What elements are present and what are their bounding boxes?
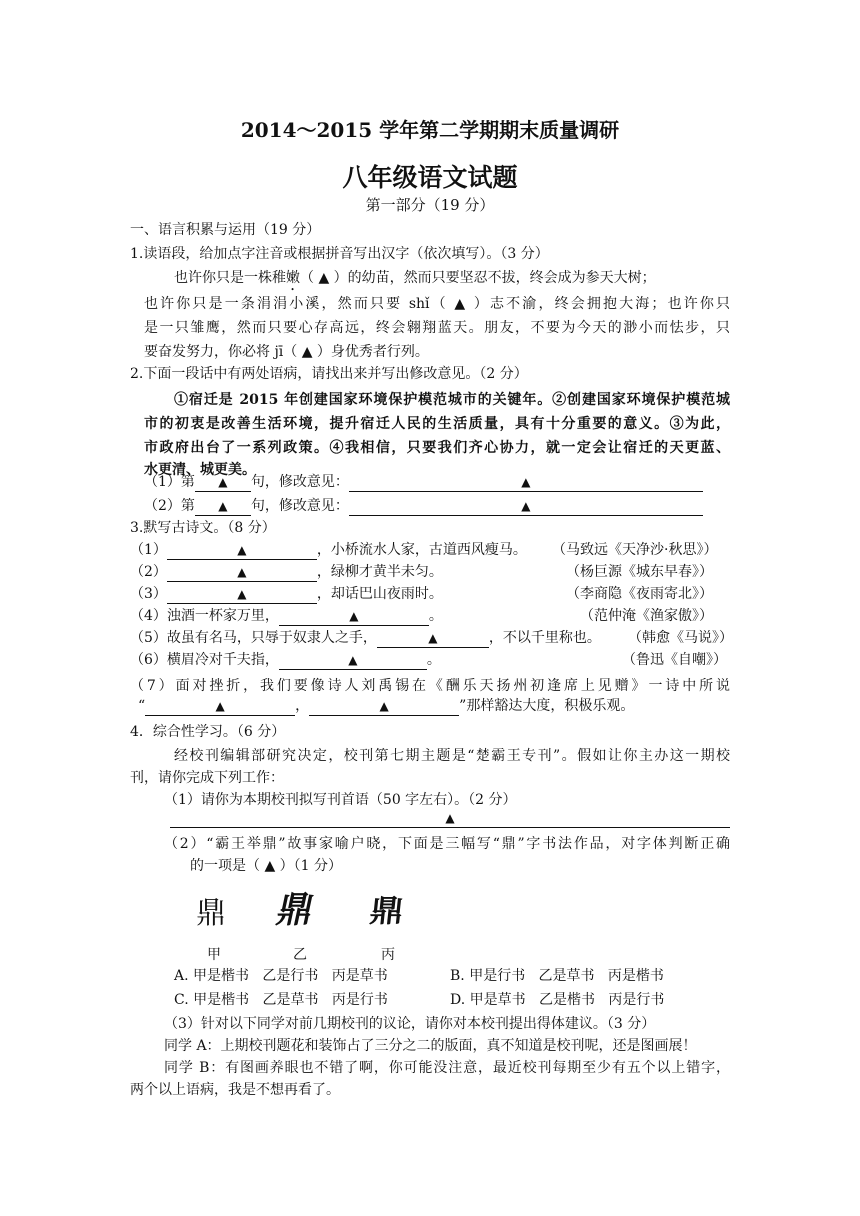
section-heading: 一、语言积累与运用（19 分） [130,222,321,238]
q2-a2-opinion-blank[interactable]: ▲ [349,498,703,516]
q1-line-3: 是一只雏鹰，然而只要心存高远，终会翱翔蓝天。朋友，不要为今天的渺小而怯步，只 [144,320,730,336]
q1-text-a: 也许你只是一株稚 [174,270,286,286]
q2-answer-2 [144,496,703,516]
q3-blank[interactable]: ▲ [167,542,317,560]
q3-blank[interactable]: ▲ [377,630,489,648]
q3-item-text: 。 [426,652,441,668]
open-quote: “ [138,698,146,714]
q3-item-7-line-1: （7）面对挫折，我们要像诗人刘禹锡在《酬乐天扬州初逢席上见赠》一诗中所说 [130,678,730,694]
q4-sub-3: （3）针对以下同学对前几期校刊的议论，请你对本校刊提出得体建议。（3 分） [164,1016,656,1032]
q4-stem: 4．综合性学习。（6 分） [130,724,286,740]
option-b: B. 甲是行书 乙是草书 丙是楷书 [450,968,664,984]
q3-item-5 [130,628,601,648]
q3-source-2: （杨巨源《城东早春》） [566,564,713,580]
q4-sub-2-line-1: （2）“霸王举鼎”故事家喻户晓，下面是三幅写“鼎”字书法作品，对字体判断正确 [164,836,730,852]
q3-item-label: （4）浊酒一杯家万里， [130,608,279,624]
q3-item-label: （6）横眉冷对千夫指， [130,652,279,668]
q4-sub-1: （1）请你为本期校刊拟写刊首语（50 字左右）。（2 分） [164,792,517,808]
q3-blank[interactable]: ▲ [279,608,429,626]
caption-bing: 丙 [381,947,395,963]
q1-line-4: 要奋发努力，你必将 jī（ ▲ ）身优秀者行列。 [144,344,429,360]
q3-blank[interactable]: ▲ [167,586,317,604]
q2-a1-sentence-blank[interactable]: ▲ [195,474,251,492]
part-title: 第一部分（19 分） [365,196,495,214]
q1-stem: 1.读语段，给加点字注音或根据拼音写出汉字（依次填写）。（3 分） [130,246,549,262]
q2-answer-1 [144,472,703,492]
q1-line-2: 也许你只是一条涓涓小溪，然而只要 shǐ（ ▲ ）志不渝，终会拥抱大海；也许你只 [144,296,730,312]
q3-item-label: （1） [130,542,167,558]
option-c: C. 甲是楷书 乙是草书 丙是行书 [174,992,388,1008]
student-b-comment-2: 两个以上语病，我是不想再看了。 [130,1082,340,1098]
q3-source-4: （范仲淹《渔家傲》） [580,608,713,624]
calligraphy-bing: 鼎 [367,893,406,930]
q3-blank[interactable]: ▲ [167,564,317,582]
q2-line-3: 市政府出台了一系列政策。④我相信，只要我们齐心协力，就一定会让宿迁的天更蓝、 [144,440,730,456]
q3-blank[interactable]: ▲ [279,652,427,670]
q4-para-1: 经校刊编辑部研究决定，校刊第七期主题是“楚霸王专刊”。假如让你主办这一期校 [174,748,730,764]
q3-item-1 [130,540,527,560]
q3-item-7-line-2 [138,696,634,716]
option-d: D. 甲是草书 乙是楷书 丙是行书 [450,992,665,1008]
option-a: A. 甲是楷书 乙是行书 丙是草书 [174,968,388,984]
exam-title: 2014～2015 学年第二学期期末质量调研 [240,118,620,142]
q4-answer-blank[interactable]: ▲ [170,810,730,828]
q3-item-label: （5）故虽有名马，只辱于奴隶人之手， [130,630,377,646]
student-b-comment-1: 同学 B：有图画养眼也不错了啊，你可能没注意，最近校刊每期至少有五个以上错字， [164,1060,730,1076]
q4-para-2: 刊，请你完成下列工作： [130,770,284,786]
calligraphy-jia: 鼎 [196,896,226,931]
q4-sub-2-line-2: 的一项是（ ▲ ）（1 分） [190,858,343,874]
q3-item-label: （3） [130,586,167,602]
q1-text-b: （ ▲ ）的幼苗，然而只要坚忍不拔，终会成为参天大树； [300,270,656,286]
q1-dotted-char: 嫩 [286,270,300,286]
q3-item-3 [130,584,443,604]
q3-item-text: ，绿柳才黄半未匀。 [316,564,443,580]
calligraphy-yi: 鼎 [273,890,318,931]
exam-subtitle: 八年级语文试题 [342,163,518,192]
q2-a2-prefix: （2）第 [144,498,195,514]
q3-source-6: （鲁迅《自嘲》） [622,652,727,668]
q2-a2-sentence-blank[interactable]: ▲ [195,498,251,516]
q3-item-text: 。 [428,608,443,624]
q3-blank[interactable]: ▲ [309,698,459,716]
q4-sub-1-answer [170,808,730,828]
q2-a1-opinion-blank[interactable]: ▲ [349,474,703,492]
caption-yi: 乙 [293,947,307,963]
q3-item-6 [130,650,441,670]
student-a-comment: 同学 A：上期校刊题花和装饰占了三分之二的版面，真不知道是校刊呢，还是图画展！ [164,1038,697,1054]
q2-stem: 2.下面一段话中有两处语病，请找出来并写出修改意见。（2 分） [130,366,528,382]
q3-source-3: （李商隐《夜雨寄北》） [566,586,713,602]
q3-item-7-tail: ”那样豁达大度，积极乐观。 [459,698,635,714]
q2-line-2: 市的初衷是改善生活环境，提升宿迁人民的生活质量，具有十分重要的意义。③为此， [144,416,730,432]
caption-jia: 甲 [207,947,221,963]
q2-a2-label: 句，修改意见： [250,498,349,514]
q3-item-text: ，却话巴山夜雨时。 [316,586,443,602]
q3-item-2 [130,562,443,582]
q3-item-text: ，小桥流水人家，古道西风瘦马。 [316,542,527,558]
q2-a1-prefix: （1）第 [144,474,195,490]
q3-item-label: （2） [130,564,167,580]
q3-blank[interactable]: ▲ [145,698,295,716]
q3-stem: 3.默写古诗文。（8 分） [130,520,276,536]
q3-source-1: （马致远《天净沙·秋思》） [552,542,718,558]
q2-line-4: 水更清、城更美。 [144,462,256,478]
q1-line-1 [174,268,656,294]
q2-line-1: ①宿迁是 2015 年创建国家环境保护模范城市的关键年。②创建国家环境保护模范城 [174,392,730,408]
q2-a1-label: 句，修改意见： [250,474,349,490]
q3-source-5: （韩愈《马说》） [628,630,733,646]
q3-item-text: ，不以千里称也。 [488,630,601,646]
comma: ， [295,698,310,714]
q3-item-4 [130,606,443,626]
